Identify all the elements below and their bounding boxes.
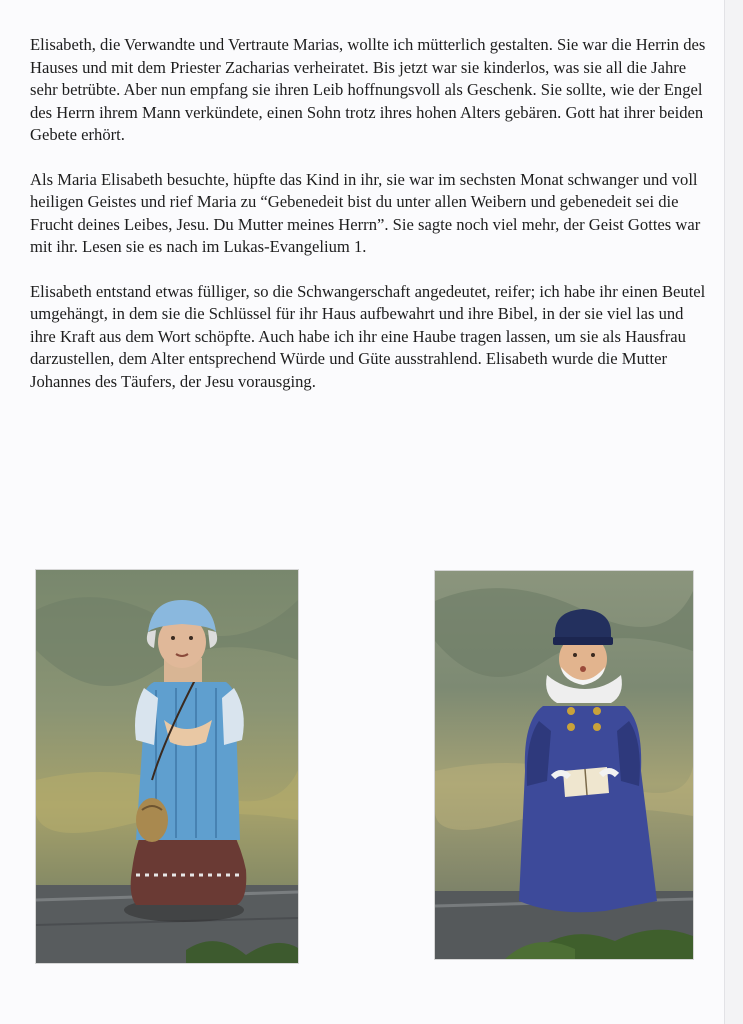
paragraph-3: Elisabeth entstand etwas fülliger, so die Schwangerschaft angedeutet, reifer; ich habe ihr einen Beutel umgehängt, in dem sie die Schlüssel für ihr Haus aufbewahrt und ihre Bibel, in der sie viel las und ihre Kraft aus dem Wort schöpfte. Auch habe ich ihr eine Haube tragen lassen, um sie als Hausfrau darzustellen, dem Alter entsprechend Würde und Güte ausstrahlend. Elisabeth wurde die Mutter Johannes des Täufers, der Jesu vorausging. <box>30 281 706 391</box>
zacharias-figurine-photo <box>435 571 693 959</box>
elisabeth-figurine-photo <box>36 570 298 963</box>
paragraph-1: Elisabeth, die Verwandte und Vertraute Marias, wollte ich mütterlich gestalten. Sie war die Herrin des Hauses und mit dem Priester Zacharias verheiratet. Bis jetzt war sie kinderlos, was sie all die Jahre sehr betrübte. Aber nun empfang sie ihren Leib hoffnungsvoll als Geschenk. Sie sollte, wie der Engel des Herrn ihrem Mann verkündete, einen Sohn trotz ihres hohen Alters gebären. Gott hat ihrer beiden Gebete erhört. <box>30 35 706 144</box>
document-text <box>30 34 712 415</box>
paragraph-2: Als Maria Elisabeth besuchte, hüpfte das Kind in ihr, sie war im sechsten Monat schwanger und voll heiligen Geistes und rief Maria zu “Gebenedeit bist du unter allen Weibern und gebenedeit sei die Frucht deines Leibes, Jesu. Du Mutter meines Herrn”. Sie sagte noch viel mehr, der Geist Gottes war mit ihr. Lesen sie es nach im Lukas-Evangelium 1. <box>30 169 701 256</box>
